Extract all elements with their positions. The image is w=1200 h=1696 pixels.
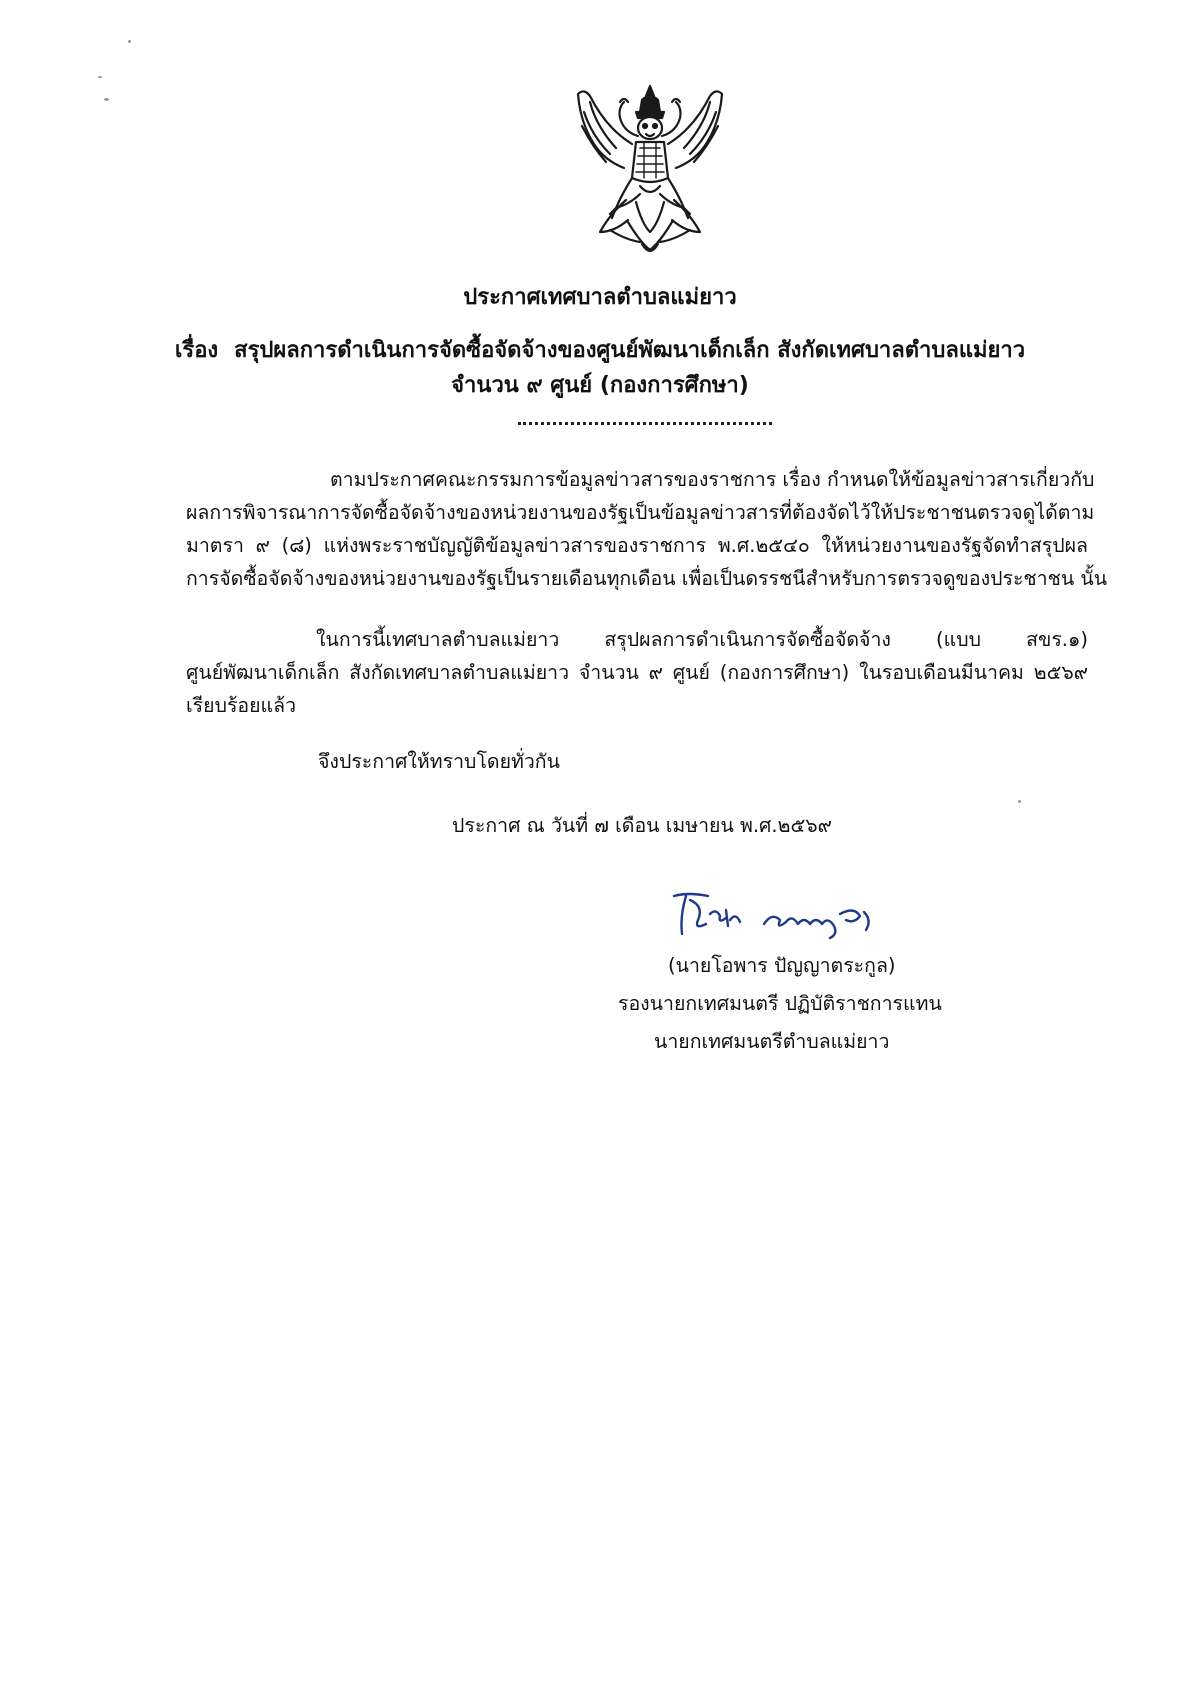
scan-speck	[104, 98, 109, 101]
scan-speck	[98, 76, 102, 78]
subject-text-line1: สรุปผลการดำเนินการจัดซื้อจัดจ้างของศูนย์พัฒนาเด็กเล็ก สังกัดเทศบาลตำบลแม่ยาว	[234, 338, 1026, 363]
paragraph1-line: ผลการพิจารณาการจัดซื้อจัดจ้างของหน่วยงานของรัฐเป็นข้อมูลข่าวสารที่ต้องจัดไว้ให้ประชาชนตรวจดูได้ตาม	[186, 501, 1095, 524]
paragraph2-line: ศูนย์พัฒนาเด็กเล็ก สังกัดเทศบาลตำบลแม่ยาว จำนวน ๙ ศูนย์ (กองการศึกษา) ในรอบเดือนมีนาคม ๒๕๖๙	[186, 661, 1088, 684]
signatory-position1: รองนายกเทศมนตรี ปฏิบัติราชการแทน	[618, 992, 942, 1015]
paragraph2-line: ในการนี้เทศบาลตำบลแม่ยาว สรุปผลการดำเนินการจัดซื้อจัดจ้าง (แบบ สขร.๑)	[316, 628, 1088, 651]
paragraph1-line: ตามประกาศคณะกรรมการข้อมูลข่าวสารของราชการ เรื่อง กำหนดให้ข้อมูลข่าวสารเกี่ยวกับ	[330, 468, 1095, 491]
scan-speck	[128, 40, 131, 43]
announce-line: จึงประกาศให้ทราบโดยทั่วกัน	[318, 750, 560, 773]
announcement-title: ประกาศเทศบาลตำบลแม่ยาว	[463, 285, 737, 310]
subject-line	[0, 335, 1200, 367]
handwritten-signature	[668, 890, 900, 950]
signatory-name: (นายโอพาร ปัญญาตระกูล)	[668, 954, 896, 977]
scan-speck	[1018, 800, 1021, 803]
subject-text-line2: จำนวน ๙ ศูนย์ (กองการศึกษา)	[451, 373, 749, 398]
dotted-separator	[518, 422, 772, 431]
subject-label: เรื่อง	[174, 338, 219, 363]
paragraph1-line: มาตรา ๙ (๘) แห่งพระราชบัญญัติข้อมูลข่าวสารของราชการ พ.ศ.๒๕๔๐ ให้หน่วยงานของรัฐจัดทำสรุปผล	[186, 534, 1088, 557]
garuda-emblem-icon	[570, 82, 730, 260]
signatory-position2: นายกเทศมนตรีตำบลแม่ยาว	[654, 1030, 890, 1053]
date-line: ประกาศ ณ วันที่ ๗ เดือน เมษายน พ.ศ.๒๕๖๙	[452, 814, 832, 837]
paragraph1-line: การจัดซื้อจัดจ้างของหน่วยงานของรัฐเป็นรายเดือนทุกเดือน เพื่อเป็นดรรชนีสำหรับการตรวจดูของประชาชน นั้น	[186, 567, 1108, 590]
paragraph2-line: เรียบร้อยแล้ว	[186, 694, 297, 717]
